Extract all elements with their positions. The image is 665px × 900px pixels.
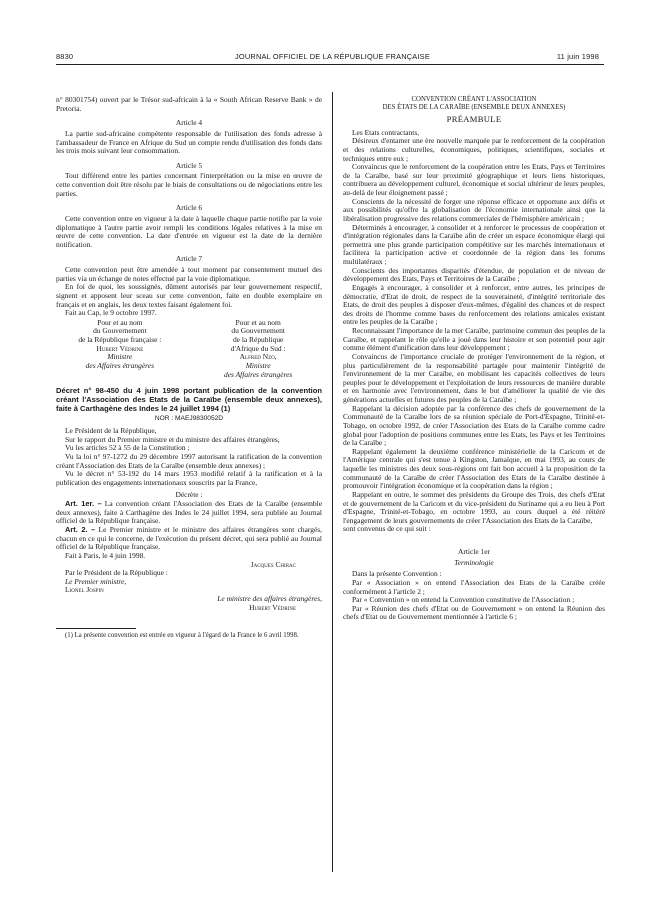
left-column: [56, 96, 322, 640]
article-text: Le Premier ministre et le ministre des affaires étrangères sont chargés, chacun en ce qui le concerne, de l'exécution du présent décret, qui sera publié au Journal officiel de la République française.: [56, 525, 323, 552]
signatory-name: Alfred Nzo,: [239, 352, 277, 362]
article-heading: Article 4: [175, 118, 203, 128]
signature-block: [56, 319, 322, 379]
signatory-role: Ministre: [107, 352, 133, 362]
paragraph: Rappelant en outre, le sommet des présidents du Groupe des Trois, des chefs d'Etat et de gouvernement de la Caricom et du vice-président du Suriname qui a eu lieu à Port d'Espagne, Trinité-et-Tobago, en octobre 1993, au cours duquel a été réitéré l'engagement de leurs gouvernements de créer l'Association des Etats de la Caraïbe,: [343, 489, 605, 525]
signatory-role: Ministre: [245, 360, 271, 370]
paragraph: Convaincus de l'importance cruciale de protéger l'environnement de la région, et plus particulièrement de la responsabilité partagée pour maintenir l'intégrité de l'environnement de la mer Caraïbe, en mobilisant les capacités collectives de leurs peuples pour le développement et l'exploitation de leurs ressources de manière durable et en harmonie avec l'environnement, dans le but d'améliorer la qualité de vie des générations actuelles et futures des peuples de la Caraïbe ;: [343, 351, 605, 404]
decree-title: Décret n° 98-450 du 4 juin 1998 portant publication de la convention créant l'Association des Etats de la Caraïbe (ensemble deux annexes), faite à Carthagène des Indes le 24 juillet 1994 (1): [56, 386, 322, 413]
paragraph: Rappelant la décision adoptée par la conférence des chefs de gouvernement de la Communauté de la Caraïbe lors de sa réunion spéciale de Port-d'Espagne, Trinité-et-Tobago, en octobre 1992, de créer l'Association des Etats de la Caraïbe comme cadre global pour l'adoption de positions communes entre les Etats, les Pays et les Territoires de la Caraïbe ;: [343, 403, 605, 448]
pm-title: Le Premier ministre,: [65, 576, 127, 586]
article-heading: Article 1er: [457, 547, 490, 556]
article-label: Art. 1er. –: [65, 499, 102, 509]
article-paragraph: [56, 500, 322, 526]
issue-date: 11 juin 1998: [556, 52, 599, 61]
place-date: Fait au Cap, le 9 octobre 1997.: [65, 308, 157, 318]
paragraph: Convaincus que le renforcement de la coopération entre les Etats, Pays et Territoires de la Caraïbe, basé sur leur proximité géographique et leurs liens historiques, contribuera au développement culturel, économique et social ultérieur de leurs peuples, au-delà de leur éloignement passé ;: [343, 162, 605, 197]
paragraph: Par « Convention » on entend la Convention constitutive de l'Association ;: [352, 595, 575, 605]
minister-name: Hubert Védrine: [249, 602, 296, 612]
paragraph: Désireux d'entamer une ère nouvelle marquée par le renforcement de la coopération et des relations culturelles, économiques, politiques, scientifiques, sociales et techniques entre eux ;: [343, 136, 605, 163]
paragraph: Vu la loi n° 97-1272 du 29 décembre 1997 autorisant la ratification de la convention créant l'Association des Etats de la Caraïbe (ensemble deux annexes) ;: [56, 452, 322, 470]
right-column: [343, 96, 605, 622]
paragraph: Reconnaissant l'importance de la mer Caraïbe, patrimoine commun des peuples de la Caraïbe, et rappelant le rôle qu'elle a joué dans leur histoire et son potentiel pour agir comme élément d'unification dans leur développement ;: [343, 326, 605, 353]
decrete-heading: Décrète :: [175, 489, 203, 499]
article-text: La convention créant l'Association des Etats de la Caraïbe (ensemble deux annexes), faite à Carthagène des Indes le 24 juillet 1994, sera publiée au Journal officiel de la République française.: [56, 499, 322, 526]
president-signature: Jacques Chirac: [250, 559, 296, 569]
paragraph: Vu le décret n° 53-192 du 14 mars 1953 modifié relatif à la ratification et à la publication des engagements internationaux souscrits par la France,: [56, 469, 322, 487]
preamble-heading: PRÉAMBULE: [446, 114, 502, 124]
article-heading: Article 5: [175, 160, 203, 170]
article-heading: Article 6: [175, 203, 203, 213]
paragraph: En foi de quoi, les soussignés, dûment autorisés par leur gouvernement respectif, signent et apposent leur sceau sur cette convention, faite en double exemplaire en français et en anglais, les deux textes faisant également foi.: [56, 282, 322, 309]
journal-title: JOURNAL OFFICIEL DE LA RÉPUBLIQUE FRANÇAISE: [235, 52, 430, 61]
nor-reference: NOR : MAEJ9830052D: [154, 414, 224, 422]
page-number: 8830: [56, 52, 74, 61]
signature-intro: Par le Président de la République :: [65, 568, 168, 578]
place-date: Fait à Paris, le 4 juin 1998.: [65, 550, 146, 560]
signature-line: de la République: [232, 335, 284, 344]
signature-line: Pour et au nom: [235, 317, 281, 327]
footnote: (1) La présente convention est entrée en vigueur à l'égard de la France le 6 avril 1998.: [65, 632, 299, 640]
signature-line: du Gouvernement: [93, 326, 147, 336]
paragraph: Cette convention peut être amendée à tout moment par consentement mutuel des parties via un échange de notes effectué par la voie diplomatique.: [56, 265, 322, 283]
paragraph: Par « Réunion des chefs d'Etat ou de Gouvernement » on entend la Réunion des chefs d'Etat ou de Gouvernement mentionnée à l'article 6 ;: [343, 603, 605, 622]
convention-subheading: DES ÉTATS DE LA CARAÏBE (ENSEMBLE DEUX ANNEXES): [382, 104, 566, 111]
paragraph: Rappelant également la deuxième conférence ministérielle de la Caricom et de l'Amérique centrale qui s'est tenue à Kingston, Jamaïque, en mai 1993, au cours de laquelle les ministres des deux sous-régions ont fait bon accueil à la proposition de la communauté de la Caraïbe de créer l'Association des Etats de la Caraïbe destinée à promouvoir l'intégration économique et la coopération dans la région ;: [343, 446, 605, 491]
paragraph: Conscients de la nécessité de forger une réponse efficace et opportune aux défis et aux possibilités qu'offre la globalisation de l'économie internationale ainsi que la libéralisation progressive des relations commerciales de l'hémisphère américain ;: [343, 196, 605, 223]
paragraph: Le Président de la République,: [65, 426, 157, 436]
signature-line: Pour et au nom: [97, 317, 143, 327]
article-subheading: Terminologie: [454, 557, 494, 567]
article-label: Art. 2. –: [65, 525, 96, 535]
paragraph: Vu les articles 52 à 55 de la Constitution ;: [65, 443, 190, 453]
signatory-name: Hubert Védrine: [96, 343, 144, 353]
paragraph: n° 80301754) ouvert par le Trésor sud-africain à la « South African Reserve Bank » de Pretoria.: [56, 95, 322, 113]
footnote-rule: [56, 628, 136, 629]
signatory-role: des Affaires étrangères: [85, 360, 154, 370]
header-rule: [56, 64, 604, 65]
signature-line: d'Afrique du Sud :: [230, 343, 286, 353]
signature-line: du Gouvernement: [231, 326, 285, 336]
paragraph: Sur le rapport du Premier ministre et du ministre des affaires étrangères,: [65, 434, 280, 444]
paragraph: Les Etats contractants,: [352, 127, 420, 137]
column-divider: [332, 92, 333, 872]
signature-line: de la République française :: [78, 335, 162, 344]
convention-heading: CONVENTION CRÉANT L'ASSOCIATION: [411, 96, 537, 103]
signatory-role: des Affaires étrangères: [224, 369, 293, 379]
paragraph: Dans la présente Convention :: [352, 569, 442, 579]
article-paragraph: [56, 526, 322, 552]
signature-france: [56, 319, 184, 379]
paragraph: Cette convention entre en vigueur à la date à laquelle chaque partie notifie par la voie diplomatique à l'autre partie avoir rempli les conditions légales relatives à la mise en œuvre de cette convention. La date d'entrée en vigueur est la date de la dernière notification.: [56, 213, 322, 249]
paragraph: sont convenus de ce qui suit :: [343, 524, 431, 534]
paragraph: Par « Association » on entend l'Association des Etats de la Caraïbe créée conformément à l'article 2 ;: [343, 577, 605, 596]
minister-title: Le ministre des affaires étrangères,: [217, 594, 322, 604]
paragraph: Engagés à encourager, à consolider et à renforcer, entre autres, les principes de démocratie, d'Etat de droit, de respect de la souveraineté, d'intégrité territoriale des Etats, de droit des peuples à disposer d'eux-mêmes, d'égalité des chances et de respect des droits de l'homme comme bases du renforcement des relations amicales existant entre les peuples de la Caraïbe ;: [343, 282, 605, 327]
paragraph: La partie sud-africaine compétente responsable de l'utilisation des fonds adresse à l'ambassadeur de France en Afrique du Sud un compte rendu d'utilisation des fonds dans les trois mois suivant leur consommation.: [56, 128, 322, 156]
article-heading: Article 7: [175, 254, 203, 264]
paragraph: Conscients des importantes disparités d'étendue, de population et de niveau de développement des Etats, Pays et Territoires de la Caraïbe ;: [343, 265, 605, 284]
paragraph: Tout différend entre les parties concernant l'interprétation ou la mise en œuvre de cette convention doit être résolu par le biais de consultations ou de négociations entre les parties.: [56, 171, 322, 198]
pm-name: Lionel Jospin: [65, 585, 104, 595]
paragraph: Déterminés à encourager, à consolider et à renforcer le processus de coopération et d'intégration régionales dans la Caraïbe afin de créer un espace économique élargi qui permettra une plus grande participation compétitive sur les marchés internationaux et facilitera la participation active et coordonnée de la région dans les forums multilatéraux ;: [343, 222, 605, 266]
signature-south-africa: [194, 319, 322, 379]
